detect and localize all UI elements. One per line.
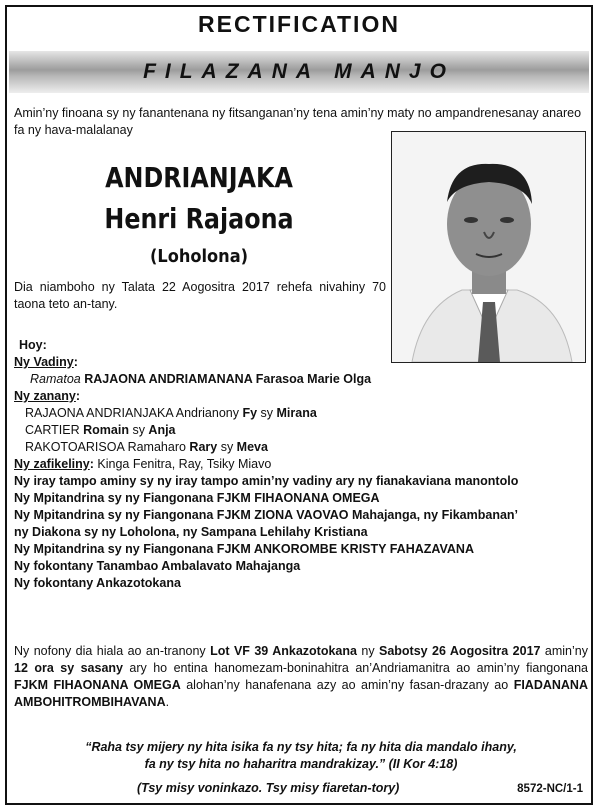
relatives-line: Ny Mpitandrina sy ny Fiangonana FJKM FIHAONANA OMEGA <box>14 491 380 505</box>
portrait-photo-graphic <box>392 132 585 362</box>
funeral-time: 12 ora sy sasany <box>14 661 123 675</box>
child-partner-b: Anja <box>148 423 176 437</box>
child-partner-a: Rary <box>189 440 218 454</box>
relatives-line: Ny fokontany Tanambao Ambalavato Mahajanga <box>14 559 301 573</box>
funeral-details <box>14 643 588 711</box>
zafikeliny-entry <box>14 456 589 473</box>
child-partner-a: Fy <box>242 406 258 420</box>
zafikeliny-colon: : <box>89 457 94 471</box>
zanany-heading <box>14 388 589 405</box>
funeral-address: Lot VF 39 Ankazotokana <box>210 644 357 658</box>
deceased-nickname: (Loholona) <box>149 246 249 267</box>
funeral-text: ny <box>356 644 379 658</box>
bible-quote <box>7 739 595 773</box>
notice-frame <box>5 5 593 805</box>
hoy-label: Hoy: <box>19 338 47 352</box>
reference-code: 8572-NC/1-1 <box>517 783 583 795</box>
subtitle-band <box>9 51 589 93</box>
vadiny-entry <box>14 371 589 388</box>
child-name: CARTIER <box>25 423 84 437</box>
child-name: RAJAONA ANDRIANJAKA Andrianony <box>25 406 243 420</box>
funeral-text: amin’ny <box>540 644 588 658</box>
vadiny-title: Ramatoa <box>30 372 81 386</box>
quote-line: “Raha tsy mijery ny hita isika fa ny tsy hita; fa ny hita dia mandalo ihany, <box>85 740 517 754</box>
child-entry <box>14 405 589 422</box>
funeral-date: Sabotsy 26 Aogositra 2017 <box>379 644 541 658</box>
relatives-line: Ny Mpitandrina sy ny Fiangonana FJKM ANKOROMBE KRISTY FAHAZAVANA <box>14 542 474 556</box>
quote-line: fa ny tsy hita no haharitra mandrakizay.” (II Kor 4:18) <box>144 757 458 771</box>
relatives-line: ny Diakona sy ny Loholona, ny Sampana Lehilahy Kristiana <box>14 525 368 539</box>
child-partner-b: Mirana <box>276 406 317 420</box>
portrait-photo <box>391 131 586 363</box>
relatives-line: Ny Mpitandrina sy ny Fiangonana FJKM ZIONA VAOVAO Mahajanga, ny Fikambanan’ <box>14 508 519 522</box>
vadiny-label: Ny Vadiny <box>14 355 74 369</box>
child-name: RAKOTOARISOA Ramaharo <box>25 440 190 454</box>
intro-text: Amin’ny finoana sy ny fanantenana ny fitsanganan’ny tena amin’ny maty no ampandrenesanay anareo fa ny hava-malalanay <box>14 106 582 137</box>
zanany-label: Ny zanany <box>14 389 76 403</box>
footer-note: (Tsy misy voninkazo. Tsy misy fiaretan-tory) <box>137 781 400 795</box>
child-partner-b: Meva <box>236 440 268 454</box>
notice-subtitle: FILAZANA MANJO <box>143 60 455 83</box>
relatives-line: Ny iray tampo aminy sy ny iray tampo amin’ny vadiny ary ny fianakaviana manontolo <box>14 474 519 488</box>
child-entry <box>14 422 589 439</box>
deceased-surname: ANDRIANJAKA <box>105 161 293 194</box>
funeral-text: . <box>165 695 170 709</box>
funeral-text: alohan’ny hanafenana azy ao amin’ny fasan-drazany ao <box>180 678 514 692</box>
deceased-first-names: Henri Rajaona <box>104 202 294 235</box>
child-sep: sy <box>217 440 237 454</box>
vadiny-colon: : <box>73 355 78 369</box>
child-entry <box>14 439 589 456</box>
notice-title: RECTIFICATION <box>198 11 400 37</box>
family-list <box>14 337 589 592</box>
child-sep: sy <box>257 406 277 420</box>
funeral-church: FJKM FIHAONANA OMEGA <box>14 678 181 692</box>
funeral-text: ary ho entina hanomezam-boninahitra an’Andriamanitra ao amin’ny fiangonana <box>122 661 588 675</box>
vadiny-name: RAJAONA ANDRIAMANANA Farasoa Marie Olga <box>84 372 372 386</box>
vadiny-heading <box>14 354 589 371</box>
zafikeliny-names: Kinga Fenitra, Ray, Tsiky Miavo <box>93 457 272 471</box>
child-sep: sy <box>128 423 149 437</box>
child-partner-a: Romain <box>83 423 129 437</box>
funeral-tomb: FIADANANA AMBOHITROMBIHAVANA <box>14 678 588 709</box>
death-notice: Dia niamboho ny Talata 22 Aogositra 2017 rehefa nivahiny 70 taona teto an-tany. <box>14 280 386 311</box>
funeral-text: Ny nofony dia hiala ao an-tranony <box>14 644 211 658</box>
zafikeliny-label: Ny zafikeliny <box>14 457 90 471</box>
relatives-line: Ny fokontany Ankazotokana <box>14 576 181 590</box>
zanany-colon: : <box>75 389 81 403</box>
